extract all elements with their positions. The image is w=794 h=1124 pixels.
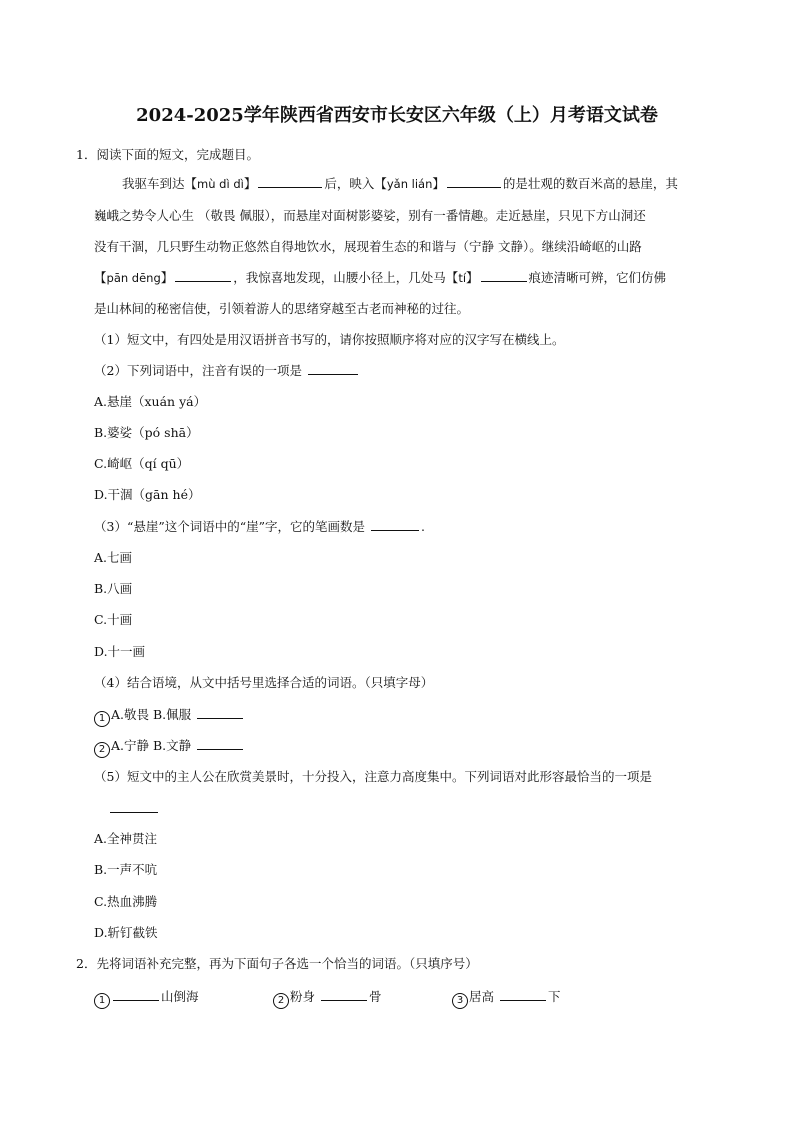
passage-line-5: 是山林间的秘密信使，引领着游人的思绪穿越至古老而神秘的过往。 bbox=[94, 301, 470, 316]
answer-blank[interactable] bbox=[258, 186, 322, 188]
answer-blank[interactable] bbox=[175, 280, 231, 282]
pinyin-mudidi: mù dì dì bbox=[197, 177, 244, 191]
passage-line-4 bbox=[94, 269, 666, 287]
answer-blank[interactable] bbox=[500, 999, 546, 1001]
item-text: A.宁静 B.文静 bbox=[111, 738, 192, 753]
passage-text: 】 bbox=[466, 270, 479, 285]
circled-number-2: 2 bbox=[94, 742, 110, 758]
q1-number: 1． bbox=[76, 147, 97, 162]
item-text: 下 bbox=[547, 989, 561, 1004]
option-3c[interactable]: C.十画 bbox=[94, 612, 133, 627]
passage-line-3: 没有干涸，几只野生动物正悠然自得地饮水，展现着生态的和谐与（宁静 文静）。继续沿崎岖的山路 bbox=[94, 239, 642, 254]
answer-blank[interactable] bbox=[371, 529, 419, 531]
option-5d[interactable]: D.斩钉截铁 bbox=[94, 925, 158, 940]
option-2a[interactable]: A.悬崖（xuán yá） bbox=[94, 394, 207, 409]
passage-line-1 bbox=[122, 175, 678, 193]
sub-question-3-text: （3）“悬崖”这个词语中的“崖”字，它的笔画数是 bbox=[94, 519, 366, 534]
passage-text: 的是壮观的数百米高的悬崖，其 bbox=[502, 176, 678, 191]
sub-question-1: （1）短文中，有四处是用汉语拼音书写的，请你按照顺序将对应的汉字写在横线上。 bbox=[94, 332, 565, 347]
sub-question-5-blank-line bbox=[108, 800, 160, 818]
option-2d[interactable]: D.干涸（gān hé） bbox=[94, 487, 201, 502]
q2-stem: 先将词语补充完整，再为下面句子各选一个恰当的词语。（只填序号） bbox=[96, 956, 478, 971]
answer-blank[interactable] bbox=[308, 373, 358, 375]
passage-text: 】 bbox=[160, 270, 174, 285]
pinyin-pandeng: pān dēng bbox=[106, 271, 161, 285]
option-2c[interactable]: C.崎岖（qí qū） bbox=[94, 456, 190, 471]
answer-blank[interactable] bbox=[113, 999, 159, 1001]
circled-number-1: 1 bbox=[94, 993, 110, 1009]
item-text: A.敬畏 B.佩服 bbox=[111, 707, 192, 722]
passage-text: 【 bbox=[94, 270, 107, 285]
q2-number: 2． bbox=[76, 956, 97, 971]
pinyin-yanlian: yǎn lián bbox=[386, 177, 433, 191]
sub-question-4: （4）结合语境，从文中括号里选择合适的词语。（只填字母） bbox=[94, 675, 434, 690]
sub-question-4-item-1 bbox=[94, 706, 245, 727]
option-3b[interactable]: B.八画 bbox=[94, 581, 133, 596]
exam-title: 2024-2025学年陕西省西安市长安区六年级（上）月考语文试卷 bbox=[136, 105, 658, 126]
option-3a[interactable]: A.七画 bbox=[94, 550, 133, 565]
answer-blank[interactable] bbox=[481, 280, 527, 282]
item-text: 骨 bbox=[368, 989, 382, 1004]
passage-line-2: 巍峨之势令人心生 （敬畏 佩服），而悬崖对面树影婆娑，别有一番情趣。走近悬崖，只见下方山洞还 bbox=[94, 208, 646, 223]
q1-stem-line bbox=[76, 146, 259, 164]
passage-text: 后，映入【 bbox=[324, 176, 387, 191]
option-5b[interactable]: B.一声不吭 bbox=[94, 862, 158, 877]
option-3d[interactable]: D.十一画 bbox=[94, 644, 146, 659]
pinyin-ti: tí bbox=[458, 271, 467, 285]
sub-question-3 bbox=[94, 518, 425, 536]
option-2b[interactable]: B.婆娑（pó shā） bbox=[94, 425, 199, 440]
item-text: 粉身 bbox=[290, 989, 319, 1004]
q2-item-1 bbox=[94, 988, 199, 1009]
item-text: 居高 bbox=[469, 989, 498, 1004]
passage-text: 我驱车到达【 bbox=[122, 176, 198, 191]
passage-text: 】 bbox=[243, 176, 257, 191]
passage-text: ，我惊喜地发现，山腰小径上，几处马【 bbox=[233, 270, 459, 285]
sub-question-5: （5）短文中的主人公在欣赏美景时，十分投入，注意力高度集中。下列词语对此形容最恰当的一项是 bbox=[94, 769, 652, 784]
answer-blank[interactable] bbox=[321, 999, 367, 1001]
answer-blank[interactable] bbox=[197, 717, 243, 719]
answer-blank[interactable] bbox=[197, 748, 243, 750]
q1-stem: 阅读下面的短文，完成题目。 bbox=[96, 147, 259, 162]
circled-number-3: 3 bbox=[452, 993, 468, 1009]
option-5a[interactable]: A.全神贯注 bbox=[94, 831, 158, 846]
sub-question-4-item-2 bbox=[94, 737, 245, 758]
answer-blank[interactable] bbox=[447, 186, 501, 188]
passage-text: 】 bbox=[432, 176, 445, 191]
sub-question-2 bbox=[94, 362, 360, 380]
period: . bbox=[421, 519, 425, 534]
item-text: 山倒海 bbox=[161, 989, 199, 1004]
passage-text: 痕迹清晰可辨，它们仿佛 bbox=[528, 270, 667, 285]
answer-blank[interactable] bbox=[110, 811, 158, 813]
q2-item-3 bbox=[452, 988, 561, 1009]
sub-question-2-text: （2）下列词语中，注音有误的一项是 bbox=[94, 363, 302, 378]
circled-number-2: 2 bbox=[273, 993, 289, 1009]
q2-stem-line bbox=[76, 955, 478, 973]
option-5c[interactable]: C.热血沸腾 bbox=[94, 894, 158, 909]
circled-number-1: 1 bbox=[94, 711, 110, 727]
q2-item-2 bbox=[273, 988, 382, 1009]
